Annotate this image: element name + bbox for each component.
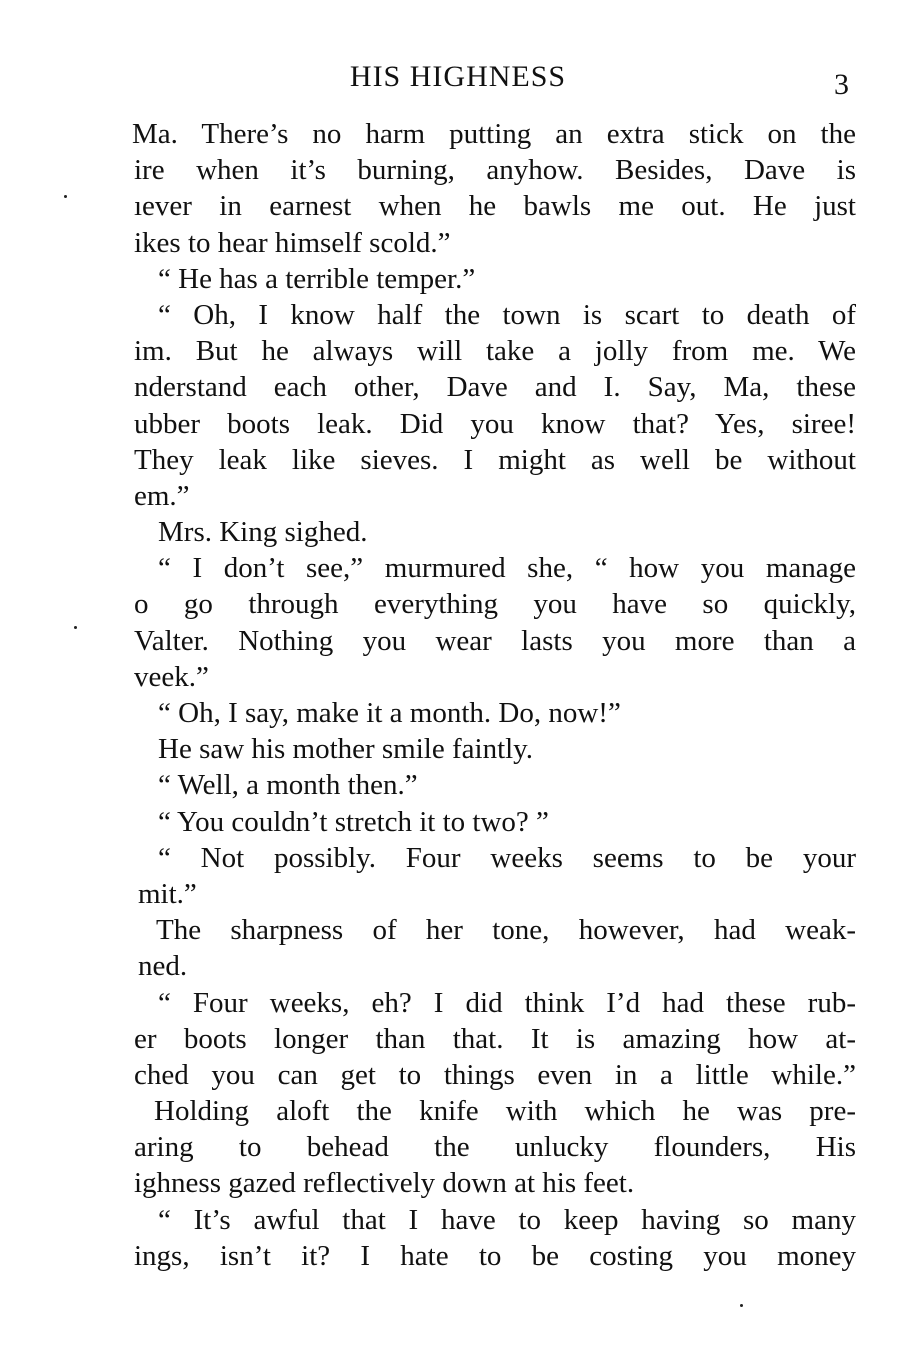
text-line: Valter. Nothing you wear lasts you more than a [134,624,856,657]
text-line: o go through everything you have so quickly, [134,588,856,621]
text-line: im. But he always will take a jolly from me. We [134,335,856,368]
text-line: ighness gazed reflectively down at his feet. [134,1167,635,1200]
text-line: ire when it’s burning, anyhow. Besides, Dave is [134,154,856,187]
text-line: He saw his mother smile faintly. [158,733,534,766]
text-line: “ He has a terrible temper.” [158,262,476,295]
text-line: nderstand each other, Dave and I. Say, Ma, these [134,371,856,404]
scan-speck [64,195,67,198]
text-line: ings, isn’t it? I hate to be costing you money [134,1239,856,1272]
text-line: “ It’s awful that I have to keep having so many [158,1203,856,1236]
text-line: “ Oh, I say, make it a month. Do, now!” [158,697,621,729]
running-head-title: HIS HIGHNESS [349,60,567,93]
text-line: ubber boots leak. Did you know that? Yes, siree! [134,407,856,440]
text-line: Ma. There’s no harm putting an extra stick on the [132,118,856,150]
text-line: “ Oh, I know half the town is scart to death of [158,298,856,331]
text-line: “ You couldn’t stretch it to two? ” [158,805,549,838]
text-line: The sharpness of her tone, however, had weak- [156,914,856,947]
text-line: “ Well, a month then.” [158,769,418,802]
text-line: Holding aloft the knife with which he was pre- [154,1095,856,1128]
text-line: They leak like sieves. I might as well be without [134,443,856,476]
scan-speck [74,626,77,629]
text-line: “ I don’t see,” murmured she, “ how you manage [158,552,856,585]
text-line: ched you can get to things even in a little while.” [134,1058,856,1091]
text-line: mit.” [138,877,197,910]
text-line: Mrs. King sighed. [158,516,368,549]
text-line: “ Four weeks, eh? I did think I’d had these rub- [158,986,856,1019]
text-line: “ Not possibly. Four weeks seems to be your [158,841,856,874]
scan-speck [740,1304,743,1307]
text-line: ned. [138,950,188,983]
page-number: 3 [834,68,849,101]
text-line: veek.” [134,660,209,693]
body-text [132,116,856,1274]
text-line: em.” [134,479,190,512]
text-line: aring to behead the unlucky flounders, His [134,1131,856,1164]
text-line: ikes to hear himself scold.” [134,226,451,259]
text-line: er boots longer than that. It is amazing how at- [134,1022,856,1055]
text-line: ıever in earnest when he bawls me out. He just [134,190,856,223]
